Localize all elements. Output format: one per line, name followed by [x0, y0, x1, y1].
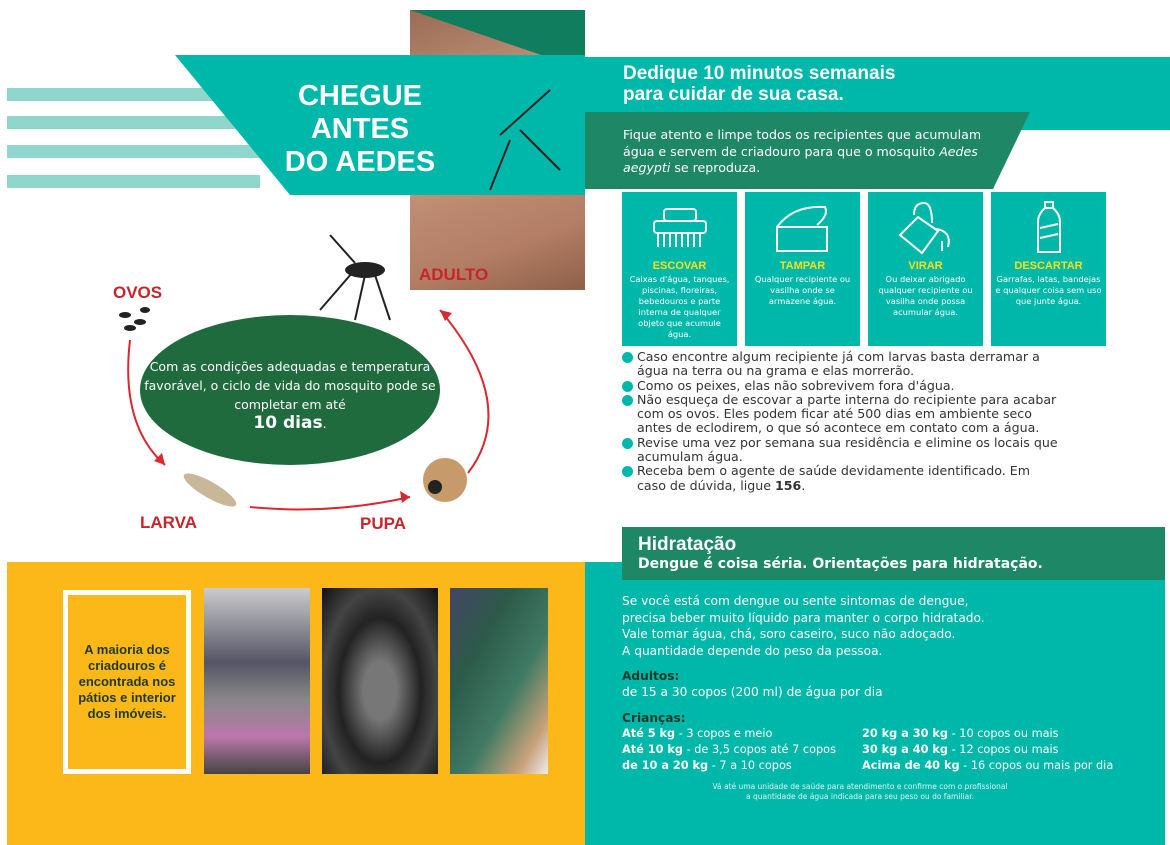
hydration-header — [622, 527, 1165, 580]
kids-row — [862, 726, 1113, 742]
amount: - 7 a 10 copos — [708, 759, 792, 772]
trash-photo — [204, 588, 310, 774]
intro-line: precisa beber muito líquido para manter o corpo hidratado. — [622, 610, 985, 625]
cycle-info — [140, 315, 440, 465]
adults-amount: de 15 a 30 copos (200 ml) de água por dia — [622, 685, 883, 699]
weight: 30 kg a 40 kg — [862, 743, 948, 756]
cycle-days: 10 dias — [253, 413, 323, 433]
amount: - 16 copos ou mais por dia — [959, 759, 1114, 772]
phone-number: 156 — [775, 477, 802, 493]
intro-text — [623, 127, 993, 177]
card-title: TAMPAR — [779, 260, 826, 272]
species-name: Aedes aegypti — [623, 143, 978, 175]
amount: - 12 copos ou mais — [948, 743, 1059, 756]
weight: Acima de 40 kg — [862, 759, 960, 772]
card-text: Ou deixar abrigado qualquer recipiente ou vasilha onde possa acumular água. — [878, 274, 973, 317]
heading-line: para cuidar de sua casa. — [623, 84, 844, 105]
intro-line: Se você está com dengue ou sente sintomas de dengue, — [622, 594, 969, 608]
stage-adult-label: ADULTO — [419, 265, 489, 284]
intro-line: A quantidade depende do peso da pessoa. — [622, 643, 883, 658]
adult-mosquito-icon — [320, 235, 390, 320]
tip-item: Caso encontre algum recipiente já com larvas basta derramar a água na terra ou na grama e elas morrerão. — [622, 350, 1062, 379]
hydration-intro — [622, 593, 985, 659]
period: . — [322, 416, 327, 431]
card-title: ESCOVAR — [652, 260, 707, 272]
kids-row — [622, 758, 836, 774]
lid-icon — [745, 192, 860, 258]
adults-label: Adultos: — [622, 669, 680, 683]
tip-item: Revise uma vez por semana sua residência e elimine os locais que acumulam água. — [622, 436, 1062, 465]
hydration-subtitle: Dengue é coisa séria. Orientações para hidratação. — [638, 556, 1043, 572]
weight: de 10 a 20 kg — [622, 759, 709, 772]
amount: - de 3,5 copos até 7 copos — [683, 743, 836, 756]
stage-pupa-label: PUPA — [360, 514, 406, 533]
title-line: DO AEDES — [284, 146, 436, 178]
kids-row — [862, 758, 1113, 774]
larva-icon — [180, 468, 240, 512]
card-title: DESCARTAR — [1014, 260, 1083, 272]
tip-item: Não esqueça de escovar a parte interna do recipiente para acabar com os ovos. Eles podem ficar até 500 dias em ambiente seco antes de eclodirem, o que só acontece em contato com a água. — [622, 393, 1062, 436]
intro-line: Vale tomar água, chá, soro caseiro, suco não adoçado. — [622, 627, 956, 641]
title-line: CHEGUE — [297, 80, 423, 112]
heading-line: Dedique 10 minutos semanais — [623, 63, 896, 84]
period: . — [801, 477, 806, 493]
kids-row — [862, 742, 1113, 758]
brush-icon — [622, 192, 737, 258]
card-title: VIRAR — [908, 260, 943, 272]
card-text: Qualquer recipiente ou vasilha onde se armazene água. — [754, 274, 851, 306]
kids-col-2 — [862, 726, 1113, 774]
bucket-icon — [868, 192, 983, 258]
hydration-title: Hidratação — [638, 534, 737, 555]
card-tampar — [745, 192, 860, 346]
tip-text: Receba bem o agente de saúde devidamente identificado. Em caso de dúvida, ligue — [637, 463, 1030, 493]
amount: - 10 copos ou mais — [948, 727, 1059, 740]
amount: - 3 copos e meio — [675, 727, 773, 740]
tip-item: Como os peixes, elas não sobrevivem fora d'água. — [622, 379, 1062, 393]
tire-photo — [322, 588, 438, 774]
card-descartar — [991, 192, 1106, 346]
eggs-icon — [119, 307, 150, 331]
pupa-icon — [423, 458, 467, 502]
breeding-sites-text: A maioria dos criadouros é encontrada nos pátios e interior dos imóveis. — [63, 590, 191, 774]
footnote — [600, 782, 1120, 802]
footnote-line: a quantidade de água indicada para seu peso ou do familiar. — [746, 792, 974, 801]
weight: Até 5 kg — [622, 727, 676, 740]
card-virar — [868, 192, 983, 346]
kids-label: Crianças: — [622, 711, 686, 725]
footnote-line: Vá até uma unidade de saúde para atendimento e confirme com o profissional — [712, 782, 1008, 791]
kids-row — [622, 742, 836, 758]
card-text: Caixas d'água, tanques, piscinas, floreiras, bebedouros e parte interna de qualquer objeto que acumule água. — [629, 274, 730, 339]
stage-eggs-label: OVOS — [113, 283, 163, 302]
stage-larva-label: LARVA — [140, 513, 197, 532]
pool-photo — [450, 588, 548, 774]
card-escovar — [622, 192, 737, 346]
page-title — [260, 80, 460, 179]
card-text: Garrafas, latas, bandejas e qualquer coisa sem uso que junte água. — [995, 274, 1102, 306]
cycle-text: Com as condições adequadas e temperatura favorável, o ciclo de vida do mosquito pode se completar em até — [144, 359, 436, 412]
title-line: ANTES — [310, 113, 410, 145]
section-heading — [623, 63, 895, 105]
kids-col-1 — [622, 726, 836, 774]
intro-part: se reproduza. — [670, 160, 761, 175]
weight: Até 10 kg — [622, 743, 683, 756]
tips-list — [622, 350, 1062, 493]
weight: 20 kg a 30 kg — [862, 727, 948, 740]
kids-row — [622, 726, 836, 742]
tip-item — [622, 464, 1062, 493]
intro-part: Fique atento e limpe todos os recipientes que acumulam água e servem de criadouro para que o mosquito — [623, 127, 982, 159]
bottle-icon — [991, 192, 1106, 258]
